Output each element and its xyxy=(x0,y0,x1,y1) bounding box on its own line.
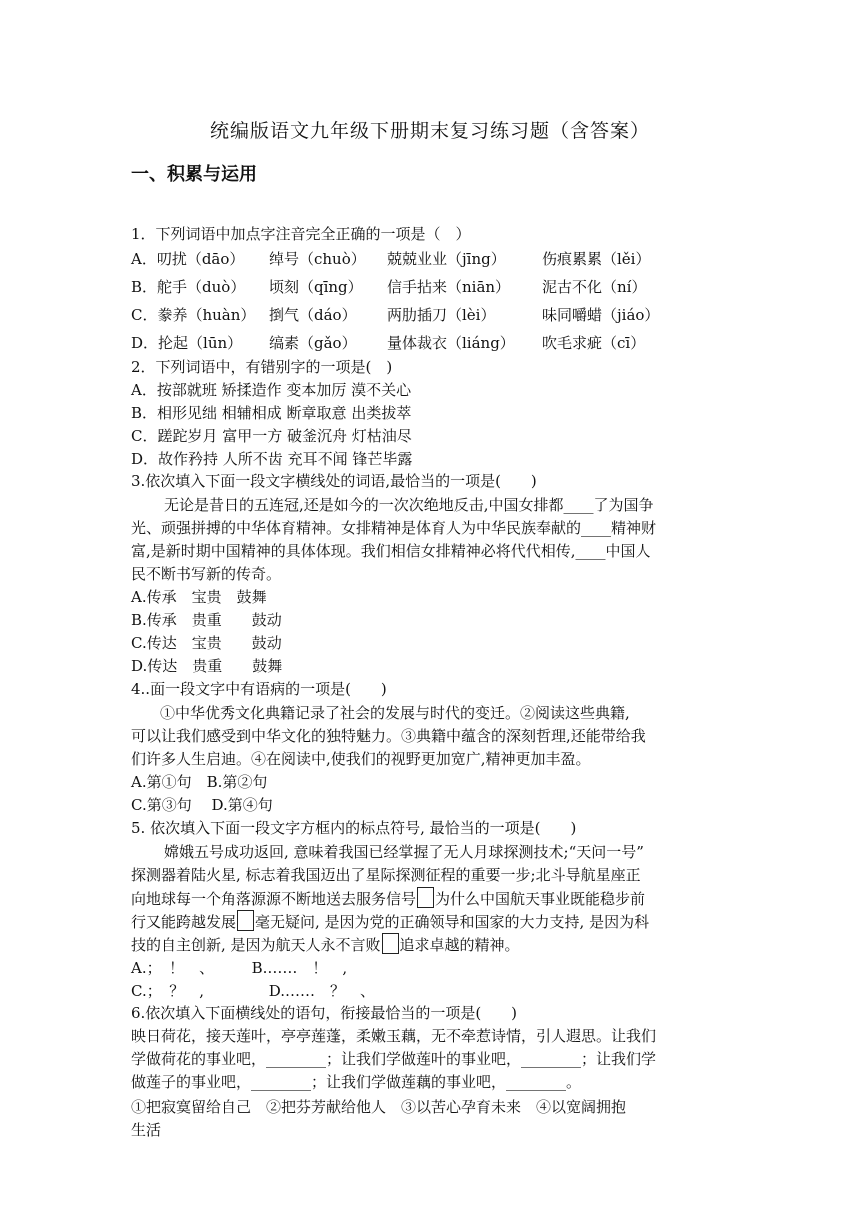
q3-option-b: B.传承 贵重 鼓动 xyxy=(131,611,282,629)
q6-passage-line-1: 映日荷花，接天莲叶，亭亭莲蓬，柔嫩玉藕，无不牵惹诗情，引人遐思。让我们 xyxy=(131,1027,657,1045)
q5-line4-text-b: 毫无疑问, 是因为党的正确领导和国家的大力支持, 是因为科 xyxy=(255,913,650,931)
q1-option-c xyxy=(131,304,659,326)
punctuation-box-1 xyxy=(417,887,434,908)
q6-options-line-1: ①把寂寞留给自己 ②把芬芳献给他人 ③以苦心孕育未来 ④以宽阔拥抱 xyxy=(131,1098,627,1116)
q2-option-d: D．故作矜持 人所不齿 充耳不闻 锋芒毕露 xyxy=(131,450,413,468)
section-heading: 一、积累与运用 xyxy=(131,164,257,185)
q1-c-3: 两肋插刀（lèi） xyxy=(387,306,496,324)
q3-passage-line-2: 光、顽强拼搏的中华体育精神。女排精神是体育人为中华民族奉献的____精神财 xyxy=(131,519,657,537)
q6-passage-line-2: 学做荷花的事业吧，________；让我们学做莲叶的事业吧，________；让我们学 xyxy=(131,1050,657,1068)
q5-passage-line-3 xyxy=(131,887,645,910)
q1-d-1: D．抡起（lūn） xyxy=(131,334,243,352)
q5-line4-text-a: 行又能跨越发展 xyxy=(131,913,237,931)
q1-a-3: 兢兢业业（jīng） xyxy=(387,250,506,268)
q4-passage-line-1: ①中华优秀文化典籍记录了社会的发展与时代的变迁。②阅读这些典籍, xyxy=(160,704,630,722)
document-title: 统编版语文九年级下册期末复习练习题（含答案） xyxy=(209,120,650,142)
q1-c-4: 味同嚼蜡（jiáo） xyxy=(542,306,660,324)
q4-passage-line-2: 可以让我们感受到中华文化的独特魅力。③典籍中蕴含的深刻哲理,还能带给我 xyxy=(131,727,646,745)
q5-passage-line-4 xyxy=(131,910,649,933)
q4-stem: 4..面一段文字中有语病的一项是( ) xyxy=(131,680,387,698)
q5-stem: 5. 依次填入下面一段文字方框内的标点符号, 最恰当的一项是( ) xyxy=(131,819,577,837)
q1-b-4: 泥古不化（ní） xyxy=(542,278,647,296)
q1-c-2: 捯气（dáo） xyxy=(269,306,357,324)
q1-option-a xyxy=(131,248,650,270)
q1-stem: 1．下列词语中加点字注音完全正确的一项是（ ） xyxy=(131,225,471,243)
q4-passage-line-3: 们许多人生启迪。④在阅读中,使我们的视野更加宽广,精神更加丰盈。 xyxy=(131,750,591,768)
q1-a-1: A．叨扰（dāo） xyxy=(131,250,245,268)
q6-passage-line-3: 做莲子的事业吧，________；让我们学做莲藕的事业吧，________。 xyxy=(131,1073,582,1091)
q3-option-a: A.传承 宝贵 鼓舞 xyxy=(131,588,267,606)
q2-option-b: B．相形见绌 相辅相成 断章取意 出类拔萃 xyxy=(131,404,412,422)
q5-options-ab: A.； ！ 、 B.…… ！ , xyxy=(131,959,348,977)
q3-option-d: D.传达 贵重 鼓舞 xyxy=(131,657,283,675)
punctuation-box-3 xyxy=(382,933,399,954)
punctuation-box-2 xyxy=(237,910,254,931)
q1-c-1: C．豢养（huàn） xyxy=(131,306,256,324)
q5-passage-line-1: 嫦娥五号成功返回, 意味着我国已经掌握了无人月球探测技术;“天问一号” xyxy=(164,843,644,861)
q1-a-4: 伤痕累累（lěi） xyxy=(542,250,651,268)
q1-b-3: 信手拈来（niān） xyxy=(387,278,511,296)
q3-option-c: C.传达 宝贵 鼓动 xyxy=(131,634,282,652)
q5-passage-line-5 xyxy=(131,933,520,956)
q5-line5-text-b: 追求卓越的精神。 xyxy=(399,936,520,954)
q5-line3-text-b: 为什么中国航天事业既能稳步前 xyxy=(435,890,646,908)
q2-stem: 2．下列词语中，有错别字的一项是( ) xyxy=(131,358,393,376)
q4-options-cd: C.第③句 D.第④句 xyxy=(131,796,273,814)
q6-stem: 6.依次填入下面横线处的语句，衔接最恰当的一项是( ) xyxy=(131,1004,518,1022)
q5-passage-line-2: 探测器着陆火星, 标志着我国迈出了星际探测征程的重要一步;北斗导航星座正 xyxy=(131,866,641,884)
q1-option-d xyxy=(131,332,645,354)
q5-line3-text-a: 向地球每一个角落源源不断地送去服务信号 xyxy=(131,890,417,908)
q4-options-ab: A.第①句 B.第②句 xyxy=(131,773,268,791)
q1-d-3: 量体裁衣（liáng） xyxy=(387,334,515,352)
q5-options-cd: C.； ？ , D.…… ？ 、 xyxy=(131,982,376,1000)
q1-a-2: 绰号（chuò） xyxy=(269,250,366,268)
q6-options-line-2: 生活 xyxy=(131,1121,162,1139)
q1-b-1: B．舵手（duò） xyxy=(131,278,246,296)
q1-option-b xyxy=(131,276,646,298)
q2-option-a: A．按部就班 矫揉造作 变本加厉 漠不关心 xyxy=(131,381,412,399)
q1-d-2: 缟素（gǎo） xyxy=(269,334,357,352)
q3-passage-line-1: 无论是昔日的五连冠,还是如今的一次次绝地反击,中国女排都____了为国争 xyxy=(164,496,654,514)
q5-line5-text-a: 技的自主创新, 是因为航天人永不言败 xyxy=(131,936,381,954)
q3-passage-line-4: 民不断书写新的传奇。 xyxy=(131,565,282,583)
q1-b-2: 顷刻（qīng） xyxy=(269,278,363,296)
q2-option-c: C．蹉跎岁月 富甲一方 破釜沉舟 灯枯油尽 xyxy=(131,427,412,445)
q3-stem: 3.依次填入下面一段文字横线处的词语,最恰当的一项是( ) xyxy=(131,472,537,490)
q1-d-4: 吹毛求疵（cī） xyxy=(542,334,646,352)
q3-passage-line-3: 富,是新时期中国精神的具体体现。我们相信女排精神必将代代相传,____中国人 xyxy=(131,542,651,560)
